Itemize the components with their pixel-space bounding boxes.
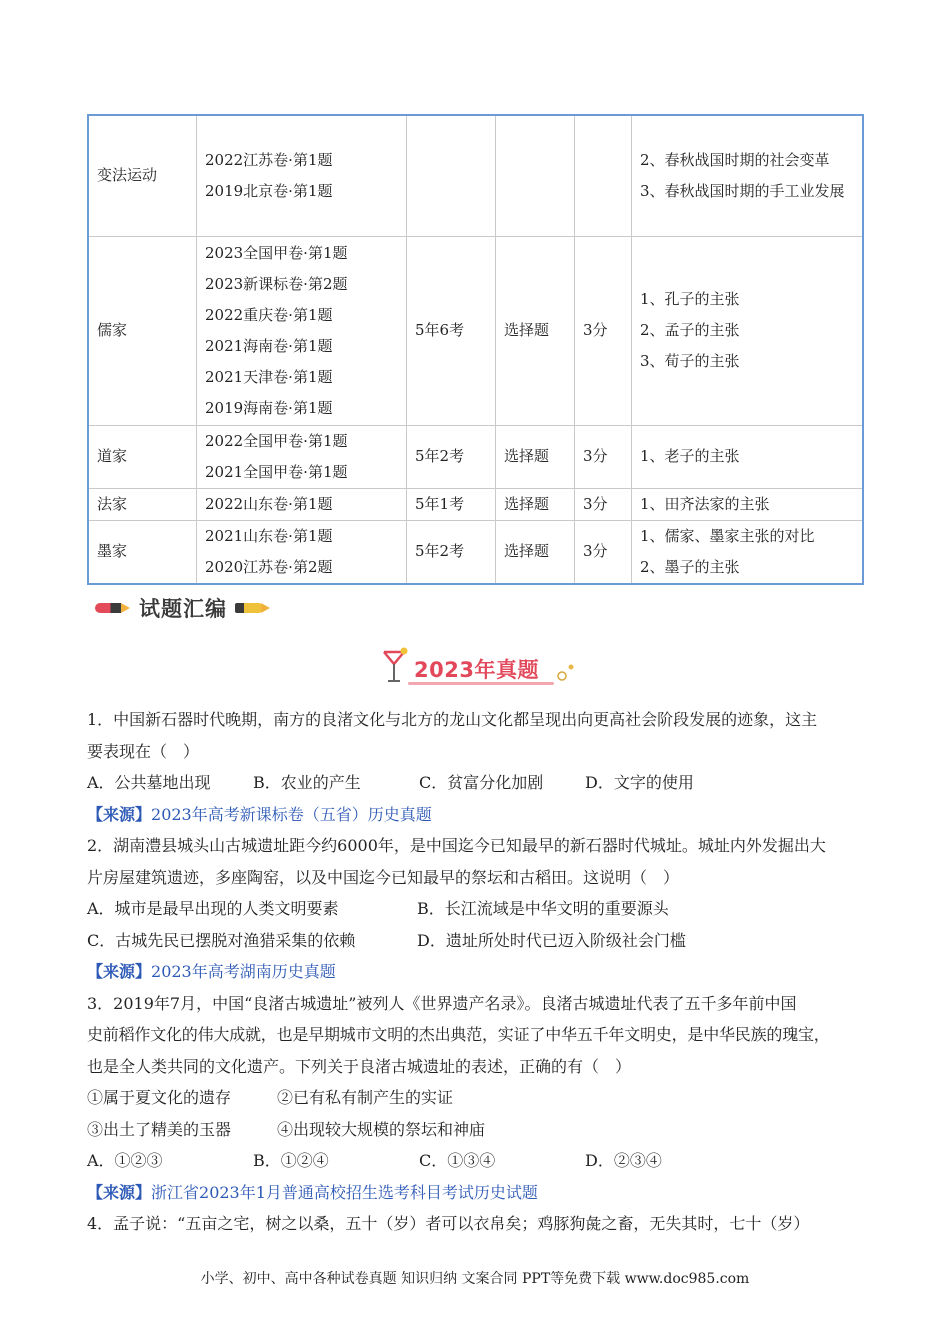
points-cell (632, 236, 864, 425)
score-cell: 3分 (575, 520, 632, 584)
paper-item: 2022重庆卷·第1题 (205, 305, 333, 324)
frequency-cell: 5年2考 (407, 425, 496, 488)
question-type-cell: 选择题 (496, 488, 575, 520)
option-a: A．城市是最早出现的人类文明要素 (87, 899, 339, 918)
paper-item: 2022山东卷·第1题 (205, 494, 333, 513)
option-d: D．②③④ (585, 1151, 662, 1170)
statement-3: ③出土了精美的玉器 (87, 1119, 232, 1139)
year-banner (378, 644, 578, 692)
question-2 (87, 830, 867, 988)
paper-item: 2019海南卷·第1题 (205, 398, 333, 417)
points-cell (632, 425, 864, 488)
point-item: 2、墨子的主张 (640, 557, 740, 576)
exam-summary-table (87, 114, 864, 585)
option-c: C．贫富分化加剧 (419, 773, 544, 792)
point-item: 3、荀子的主张 (640, 352, 740, 370)
source-tag: 【来源】 (87, 1182, 152, 1202)
score-cell: 3分 (575, 236, 632, 425)
question-stem: 也是全人类共同的文化遗产。下列关于良渚古城遗址的表述，正确的有（ ） (87, 1056, 632, 1076)
question-type-cell: 选择题 (496, 520, 575, 584)
paper-item: 2022全国甲卷·第1题 (205, 431, 348, 450)
option-c: C．①③④ (419, 1151, 496, 1170)
question-stem: 要表现在（ ） (87, 741, 200, 761)
question-type-cell: 选择题 (496, 236, 575, 425)
table-row (88, 425, 863, 488)
point-item: 2、春秋战国时期的社会变革 (640, 150, 830, 169)
statement-2: ②已有私有制产生的实证 (277, 1088, 454, 1107)
points-cell (632, 520, 864, 584)
paper-item: 2020江苏卷·第2题 (205, 557, 333, 576)
paper-item: 2023新课标卷·第2题 (205, 274, 348, 293)
question-type-cell (496, 115, 575, 236)
point-item: 1、田齐法家的主张 (640, 494, 770, 513)
frequency-cell (407, 115, 496, 236)
question-3 (87, 988, 867, 1209)
topic-cell: 儒家 (88, 236, 197, 425)
paper-item: 2022江苏卷·第1题 (205, 150, 333, 169)
paper-item: 2023全国甲卷·第1题 (205, 243, 348, 262)
options-row (87, 1145, 867, 1177)
papers-cell (197, 425, 407, 488)
score-cell: 3分 (575, 425, 632, 488)
score-cell: 3分 (575, 488, 632, 520)
papers-cell (197, 115, 407, 236)
option-b: B．①②④ (253, 1151, 329, 1170)
source-text: 浙江省2023年1月普通高校招生选考科目考试历史试题 (151, 1182, 538, 1202)
section-title: 试题汇编 (139, 597, 227, 621)
options-row (87, 925, 867, 957)
point-item: 2、孟子的主张 (640, 321, 740, 339)
points-cell (632, 488, 864, 520)
year-underline (408, 682, 554, 685)
year-title: 2023年真题 (414, 658, 539, 682)
statements-row (87, 1114, 867, 1146)
option-b: B．农业的产生 (253, 773, 361, 792)
frequency-cell: 5年6考 (407, 236, 496, 425)
statements-row (87, 1082, 867, 1114)
bubbles-icon (556, 660, 578, 684)
topic-cell: 墨家 (88, 520, 197, 584)
option-c: C．古城先民已摆脱对渔猎采集的依赖 (87, 930, 356, 950)
option-b: B．长江流域是中华文明的重要源头 (417, 899, 669, 918)
table-row (88, 236, 863, 425)
question-stem: 4．孟子说：“五亩之宅，树之以桑，五十（岁）者可以衣帛矣；鸡豚狗彘之畜，无失其时，七十（岁） (87, 1214, 810, 1233)
source-tag: 【来源】 (87, 804, 152, 824)
question-source (87, 799, 867, 831)
page-footer: 小学、初中、高中各种试卷真题 知识归纳 文案合同 PPT等免费下载 www.doc985.com (200, 1271, 750, 1287)
paper-item: 2021全国甲卷·第1题 (205, 462, 348, 481)
question-stem: 史前稻作文化的伟大成就，也是早期城市文明的杰出典范，实证了中华五千年文明史，是中华民族的瑰宝， (87, 1025, 830, 1044)
pencil-icon (235, 601, 271, 615)
topic-cell: 变法运动 (88, 115, 197, 236)
options-row (87, 767, 867, 799)
point-item: 1、孔子的主张 (640, 290, 740, 308)
point-item: 3、春秋战国时期的手工业发展 (640, 181, 845, 200)
paper-item: 2021天津卷·第1题 (205, 367, 333, 386)
question-source (87, 1177, 867, 1209)
topic-cell: 道家 (88, 425, 197, 488)
point-item: 1、老子的主张 (640, 447, 740, 465)
question-stem: 3．2019年7月，中国“良渚古城遗址”被列人《世界遗产名录》。良渚古城遗址代表了五千多年前中国 (87, 993, 797, 1013)
question-4 (87, 1208, 867, 1240)
options-row (87, 893, 867, 925)
paper-item: 2019北京卷·第1题 (205, 181, 333, 200)
frequency-cell: 5年2考 (407, 520, 496, 584)
point-item: 1、儒家、墨家主张的对比 (640, 526, 815, 545)
source-tag: 【来源】 (87, 962, 152, 981)
source-text: 2023年高考新课标卷（五省）历史真题 (151, 804, 432, 824)
statement-1: ①属于夏文化的遗存 (87, 1088, 232, 1107)
papers-cell (197, 236, 407, 425)
frequency-cell: 5年1考 (407, 488, 496, 520)
question-1 (87, 704, 867, 830)
points-cell (632, 115, 864, 236)
option-a: A．①②③ (87, 1151, 163, 1170)
table-row (88, 520, 863, 584)
score-cell (575, 115, 632, 236)
question-source (87, 956, 867, 988)
question-list (87, 704, 867, 1240)
statement-4: ④出现较大规模的祭坛和神庙 (277, 1119, 486, 1139)
option-d: D．遗址所处时代已迈入阶级社会门槛 (417, 930, 686, 950)
papers-cell (197, 488, 407, 520)
option-a: A．公共墓地出现 (87, 773, 211, 792)
question-stem: 2．湖南澧县城头山古城遗址距今约6000年，是中国迄今已知最早的新石器时代城址。城址内外发掘出大 (87, 836, 826, 855)
paper-item: 2021山东卷·第1题 (205, 526, 333, 545)
pencil-icon (95, 601, 131, 615)
question-type-cell: 选择题 (496, 425, 575, 488)
question-stem: 1．中国新石器时代晚期，南方的良渚文化与北方的龙山文化都呈现出向更高社会阶段发展的迹象，这主 (87, 710, 818, 729)
cocktail-icon (378, 646, 412, 686)
option-d: D．文字的使用 (585, 773, 694, 792)
question-stem: 片房屋建筑遗迹，多座陶窑，以及中国迄今已知最早的祭坛和古稻田。这说明（ ） (87, 867, 680, 887)
papers-cell (197, 520, 407, 584)
source-text: 2023年高考湖南历史真题 (151, 962, 336, 981)
table-row (88, 488, 863, 520)
paper-item: 2021海南卷·第1题 (205, 336, 333, 355)
topic-cell: 法家 (88, 488, 197, 520)
section-header (95, 594, 271, 622)
table-row (88, 115, 863, 236)
